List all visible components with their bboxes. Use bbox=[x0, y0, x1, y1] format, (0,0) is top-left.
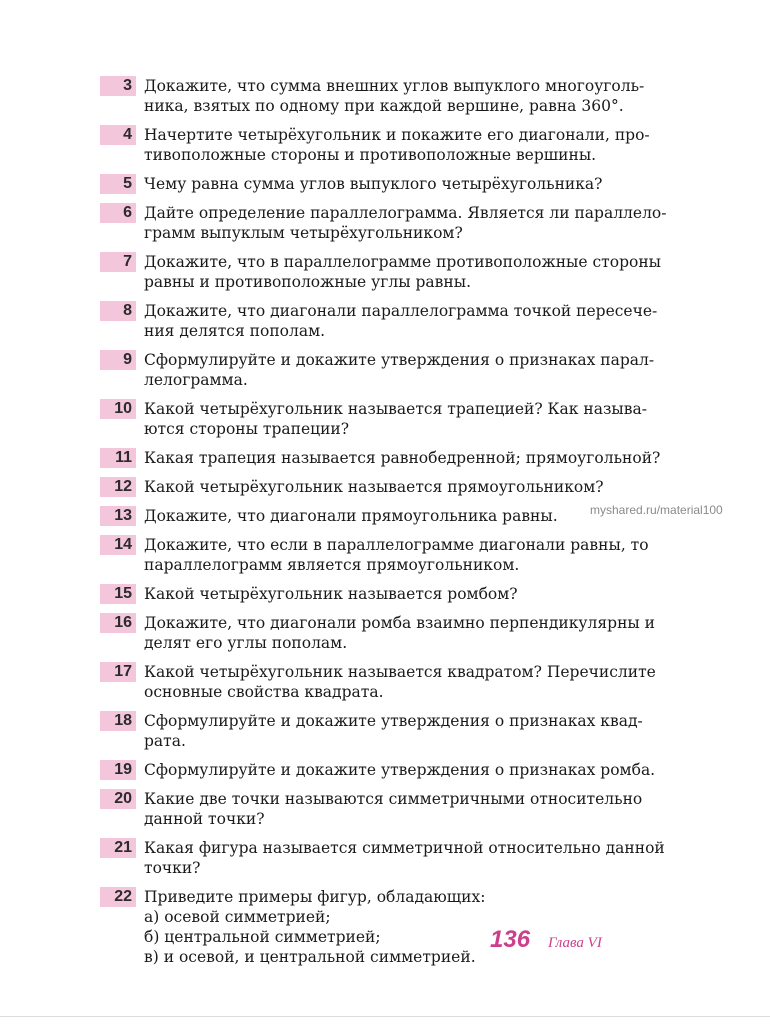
question-line: Какая трапеция называется равнобедренной; прямоугольной? bbox=[144, 449, 661, 467]
question-line: Докажите, что в параллелограмме противоположные стороны bbox=[144, 253, 661, 271]
question-line: лелограмма. bbox=[144, 371, 248, 389]
watermark-text: myshared.ru/material100 bbox=[590, 503, 723, 517]
question-line: делят его углы пополам. bbox=[144, 634, 348, 652]
question-item bbox=[100, 125, 710, 165]
question-number: 21 bbox=[100, 838, 136, 858]
question-text bbox=[144, 584, 710, 604]
question-number: 15 bbox=[100, 584, 136, 604]
question-line: рата. bbox=[144, 732, 186, 750]
question-text bbox=[144, 203, 710, 243]
question-number: 9 bbox=[100, 350, 136, 370]
question-number: 5 bbox=[100, 174, 136, 194]
question-item bbox=[100, 301, 710, 341]
question-line: Приведите примеры фигур, обладающих: bbox=[144, 888, 486, 906]
question-line: грамм выпуклым четырёхугольником? bbox=[144, 224, 463, 242]
question-item bbox=[100, 203, 710, 243]
question-number: 10 bbox=[100, 399, 136, 419]
question-line: Какой четырёхугольник называется квадратом? Перечислите bbox=[144, 663, 656, 681]
question-item bbox=[100, 662, 710, 702]
question-line: Сформулируйте и докажите утверждения о признаках квад- bbox=[144, 712, 643, 730]
question-item bbox=[100, 477, 710, 497]
question-line: основные свойства квадрата. bbox=[144, 683, 384, 701]
question-line: тивоположные стороны и противоположные вершины. bbox=[144, 146, 597, 164]
question-text bbox=[144, 174, 710, 194]
question-list bbox=[100, 76, 710, 976]
question-item bbox=[100, 584, 710, 604]
question-number: 13 bbox=[100, 506, 136, 526]
bottom-divider bbox=[0, 1016, 770, 1017]
question-line: Дайте определение параллелограмма. Является ли параллело- bbox=[144, 204, 667, 222]
question-number: 19 bbox=[100, 760, 136, 780]
question-item bbox=[100, 613, 710, 653]
question-text bbox=[144, 535, 710, 575]
question-line: ника, взятых по одному при каждой вершине, равна 360°. bbox=[144, 97, 624, 115]
question-line: Сформулируйте и докажите утверждения о признаках ромба. bbox=[144, 761, 656, 779]
question-line: параллелограмм является прямоугольником. bbox=[144, 556, 520, 574]
question-number: 4 bbox=[100, 125, 136, 145]
question-line: Какой четырёхугольник называется трапецией? Как называ- bbox=[144, 400, 647, 418]
question-number: 16 bbox=[100, 613, 136, 633]
question-text bbox=[144, 125, 710, 165]
page-number: 136 bbox=[490, 926, 531, 953]
question-text bbox=[144, 301, 710, 341]
question-number: 8 bbox=[100, 301, 136, 321]
question-item bbox=[100, 760, 710, 780]
question-item bbox=[100, 887, 710, 967]
page-footer bbox=[490, 926, 602, 954]
question-line: Докажите, что если в параллелограмме диагонали равны, то bbox=[144, 536, 649, 554]
question-item bbox=[100, 76, 710, 116]
question-line: б) центральной симметрией; bbox=[144, 928, 381, 946]
question-number: 14 bbox=[100, 535, 136, 555]
question-text bbox=[144, 789, 710, 829]
question-text bbox=[144, 76, 710, 116]
question-text bbox=[144, 711, 710, 751]
question-item bbox=[100, 350, 710, 390]
question-line: Чему равна сумма углов выпуклого четырёхугольника? bbox=[144, 175, 603, 193]
question-line: Докажите, что диагонали ромба взаимно перпендикулярны и bbox=[144, 614, 656, 632]
question-line: а) осевой симметрией; bbox=[144, 908, 331, 926]
question-line: Сформулируйте и докажите утверждения о признаках парал- bbox=[144, 351, 655, 369]
question-text bbox=[144, 838, 710, 878]
question-number: 18 bbox=[100, 711, 136, 731]
question-line: в) и осевой, и центральной симметрией. bbox=[144, 948, 476, 966]
question-line: Докажите, что сумма внешних углов выпуклого многоуголь- bbox=[144, 77, 645, 95]
question-number: 11 bbox=[100, 448, 136, 468]
question-item bbox=[100, 838, 710, 878]
question-text bbox=[144, 760, 710, 780]
question-text bbox=[144, 662, 710, 702]
question-line: данной точки? bbox=[144, 810, 265, 828]
question-text bbox=[144, 613, 710, 653]
question-line: Докажите, что диагонали прямоугольника равны. bbox=[144, 507, 558, 525]
question-line: точки? bbox=[144, 859, 201, 877]
question-line: Какой четырёхугольник называется прямоугольником? bbox=[144, 478, 604, 496]
question-text bbox=[144, 399, 710, 439]
question-item bbox=[100, 399, 710, 439]
question-text bbox=[144, 350, 710, 390]
question-item bbox=[100, 448, 710, 468]
question-line: Докажите, что диагонали параллелограмма точкой пересече- bbox=[144, 302, 658, 320]
question-text bbox=[144, 477, 710, 497]
question-line: ния делятся пополам. bbox=[144, 322, 326, 340]
question-text bbox=[144, 887, 710, 967]
question-line: Какие две точки называются симметричными относительно bbox=[144, 790, 643, 808]
question-line: равны и противоположные углы равны. bbox=[144, 273, 471, 291]
question-item bbox=[100, 711, 710, 751]
chapter-label: Глава VI bbox=[548, 935, 602, 951]
question-number: 7 bbox=[100, 252, 136, 272]
question-item bbox=[100, 252, 710, 292]
question-line: Какая фигура называется симметричной относительно данной bbox=[144, 839, 665, 857]
question-line: ются стороны трапеции? bbox=[144, 420, 350, 438]
question-item bbox=[100, 789, 710, 829]
question-number: 6 bbox=[100, 203, 136, 223]
question-number: 17 bbox=[100, 662, 136, 682]
question-number: 12 bbox=[100, 477, 136, 497]
question-text bbox=[144, 252, 710, 292]
question-item bbox=[100, 535, 710, 575]
question-number: 22 bbox=[100, 887, 136, 907]
question-line: Начертите четырёхугольник и покажите его диагонали, про- bbox=[144, 126, 650, 144]
question-text bbox=[144, 448, 710, 468]
question-number: 3 bbox=[100, 76, 136, 96]
question-number: 20 bbox=[100, 789, 136, 809]
question-line: Какой четырёхугольник называется ромбом? bbox=[144, 585, 518, 603]
question-item bbox=[100, 174, 710, 194]
